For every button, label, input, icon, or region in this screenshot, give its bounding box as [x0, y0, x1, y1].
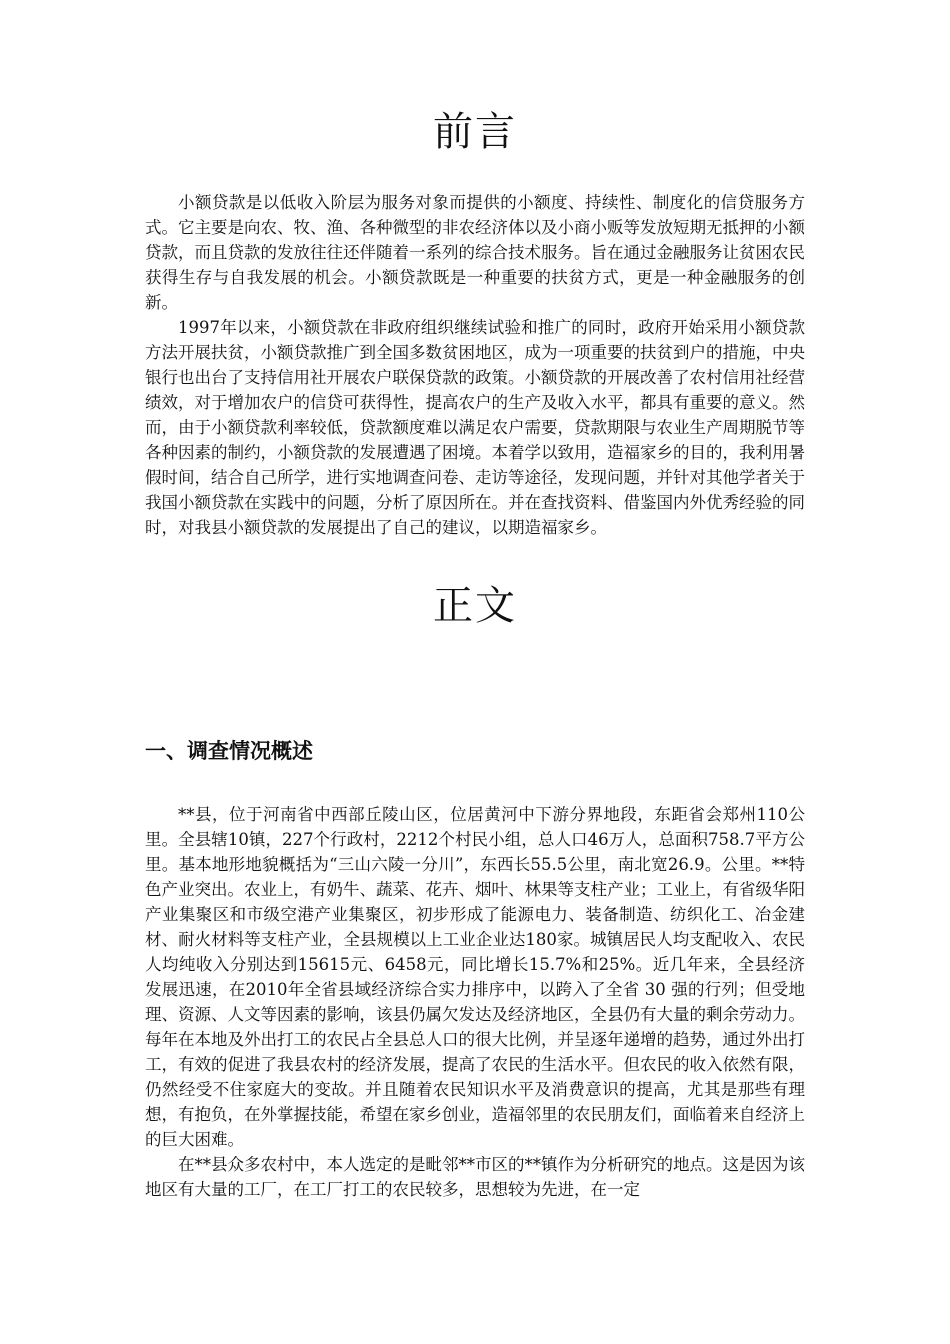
body-title: 正文	[433, 583, 517, 629]
survey-paragraph: 在**县众多农村中，本人选定的是毗邻**市区的**镇作为分析研究的地点。这是因为该地区有大量的工厂，在工厂打工的农民较多，思想较为先进，在一定	[145, 1155, 805, 1199]
survey-paragraph: **县，位于河南省中西部丘陵山区，位居黄河中下游分界地段，东距省会郑州110公里。全县辖10镇，227个行政村，2212个村民小组，总人口46万人，总面积758.7平方公里。基本地形地貌概括为“三山六陵一分川”，东西长55.5公里，南北宽26.9。公里。**特色产业突出。农业上，有奶牛、蔬菜、花卉、烟叶、林果等支柱产业；工业上，有省级华阳产业集聚区和市级空港产业集聚区，初步形成了能源电力、装备制造、纺织化工、冶金建材、耐火材料等支柱产业，全县规模以上工业企业达180家。城镇居民人均支配收入、农民人均纯收入分别达到15615元、6458元，同比增长15.7%和25%。近几年来，全县经济发展迅速，在2010年全省县域经济综合实力排序中，以跨入了全省 30 强的行列；但受地理、资源、人文等因素的影响，该县仍属欠发达及经济地区，全县仍有大量的剩余劳动力。每年在本地及外出打工的农民占全县总人口的很大比例，并呈逐年递增的趋势，通过外出打工，有效的促进了我县农村的经济发展，提高了农民的生活水平。但农民的收入依然有限，仍然经受不住家庭大的变故。并且随着农民知识水平及消费意识的提高，尤其是那些有理想，有抱负，在外掌握技能，希望在家乡创业，造福邻里的农民朋友们，面临着来自经济上的巨大困难。	[145, 805, 805, 1149]
survey-overview-text	[145, 802, 805, 1202]
preface-paragraph: 1997年以来，小额贷款在非政府组织继续试验和推广的同时，政府开始采用小额贷款方法开展扶贫，小额贷款推广到全国多数贫困地区，成为一项重要的扶贫到户的措施，中央银行也出台了支持信用社开展农户联保贷款的政策。小额贷款的开展改善了农村信用社经营绩效，对于增加农户的信贷可获得性，提高农户的生产及收入水平，都具有重要的意义。然而，由于小额贷款利率较低，贷款额度难以满足农户需要，贷款期限与农业生产周期脱节等各种因素的制约，小额贷款的发展遭遇了困境。本着学以致用，造福家乡的目的，我利用暑假时间，结合自己所学，进行实地调查问卷、走访等途径，发现问题，并针对其他学者关于我国小额贷款在实践中的问题，分析了原因所在。并在查找资料、借鉴国内外优秀经验的同时，对我县小额贷款的发展提出了自己的建议，以期造福家乡。	[145, 318, 805, 537]
section-heading-survey-overview: 一、调查情况概述	[145, 739, 313, 763]
preface-paragraph: 小额贷款是以低收入阶层为服务对象而提供的小额度、持续性、制度化的信贷服务方式。它主要是向农、牧、渔、各种微型的非农经济体以及小商小贩等发放短期无抵押的小额贷款，而且贷款的发放往往还伴随着一系列的综合技术服务。旨在通过金融服务让贫困农民获得生存与自我发展的机会。小额贷款既是一种重要的扶贫方式，更是一种金融服务的创新。	[145, 193, 805, 312]
preface-title: 前言	[433, 109, 517, 155]
preface-text	[145, 190, 805, 540]
